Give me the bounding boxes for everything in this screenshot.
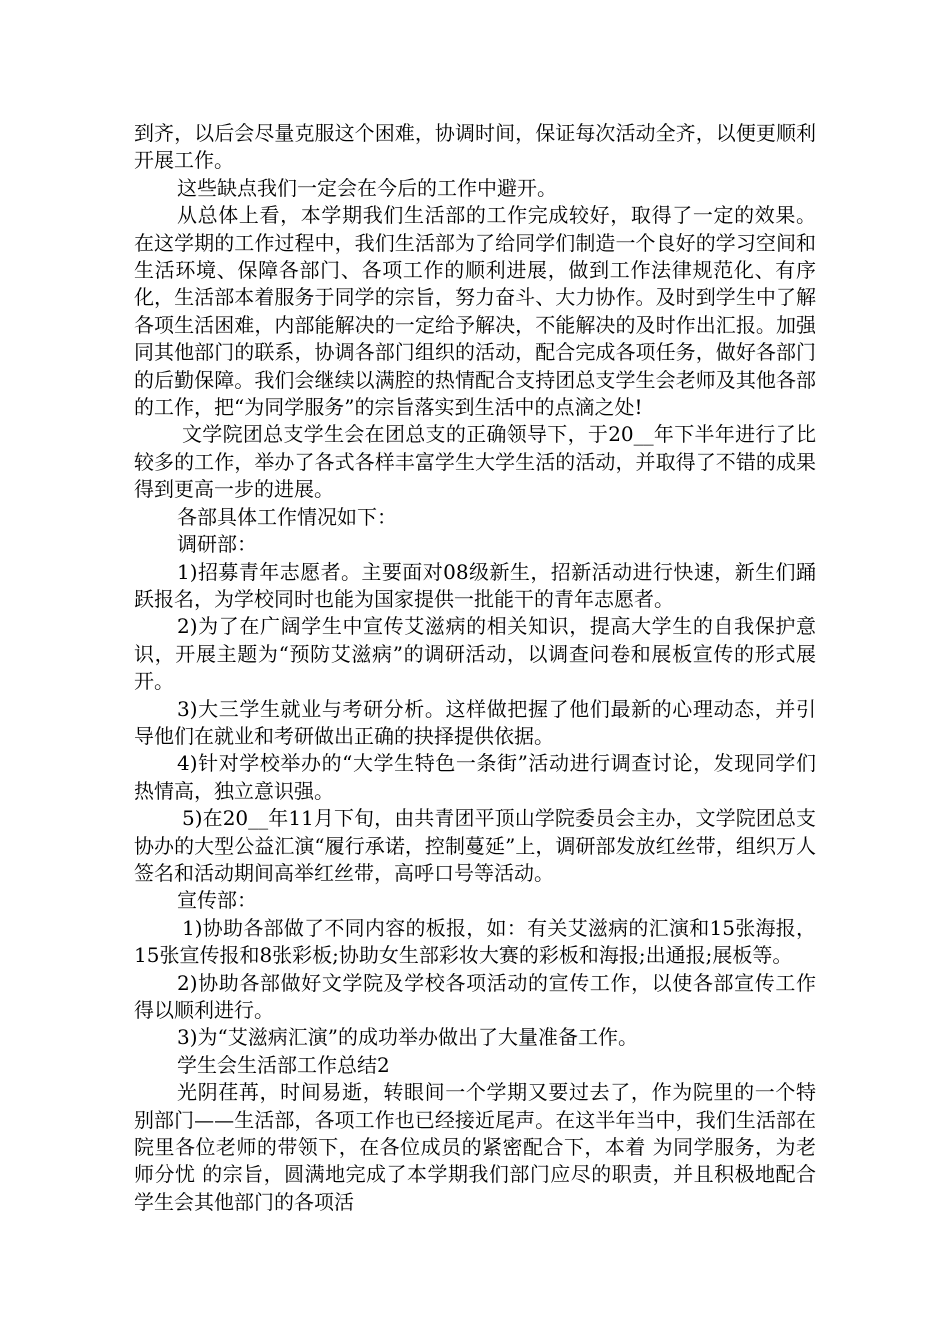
list-item-research-5: 5)在20__年11月下旬，由共青团平顶山学院委员会主办，文学院团总支协办的大型公益汇演“履行承诺，控制蔓延”上，调研部发放红丝带，组织万人签名和活动期间高举红丝带，高呼口号等活动。 — [134, 806, 816, 885]
list-item-publicity-1: 1)协助各部做了不同内容的板报，如：有关艾滋病的汇演和15张海报，15张宣传报和8张彩板;协助女生部彩妆大赛的彩板和海报;出通报;展板等。 — [134, 915, 816, 968]
paragraph-continuation: 到齐，以后会尽量克服这个困难，协调时间，保证每次活动全齐，以便更顺利开展工作。 — [134, 121, 816, 173]
paragraph-overview: 从总体上看，本学期我们生活部的工作完成较好，取得了一定的效果。在这学期的工作过程中，我们生活部为了给同学们制造一个良好的学习空间和生活环境、保障各部门、各项工作的顺利进展，做到工作法律规范化、有序化，生活部本着服务于同学的宗旨，努力奋斗、大力协作。及时到学生中了解各项生活困难，内部能解决的一定给予解决，不能解决的及时作出汇报。加强同其他部门的联系，协调各部门组织的活动，配合完成各项任务，做好各部门的后勤保障。我们会继续以满腔的热情配合支持团总支学生会老师及其他各部的工作，把“为同学服务”的宗旨落实到生活中的点滴之处! — [134, 203, 816, 420]
document-body — [134, 120, 816, 1216]
section-heading-publicity: 宣传部： — [177, 888, 257, 913]
list-item-research-2: 2)为了在广阔学生中宣传艾滋病的相关知识，提高大学生的自我保护意识，开展主题为“预防艾滋病”的调研活动，以调查问卷和展板宣传的形式展开。 — [134, 614, 816, 694]
list-item-research-3: 3)大三学生就业与考研分析。这样做把握了他们最新的心理动态，并引导他们在就业和考研做出正确的抉择提供依据。 — [134, 696, 816, 748]
list-item-research-4: 4)针对学校举办的“大学生特色一条街”活动进行调查讨论，发现同学们热情高，独立意识强。 — [134, 751, 816, 803]
paragraph-shortcomings: 这些缺点我们一定会在今后的工作中避开。 — [177, 175, 557, 200]
section-title-summary-2: 学生会生活部工作总结2 — [177, 1052, 390, 1077]
list-item-publicity-2: 2)协助各部做好文学院及学校各项活动的宣传工作，以使各部宣传工作得以顺利进行。 — [134, 970, 816, 1022]
list-item-research-1: 1)招募青年志愿者。主要面对08级新生，招新活动进行快速，新生们踊跃报名，为学校同时也能为国家提供一批能干的青年志愿者。 — [134, 559, 816, 611]
paragraph-intro: 文学院团总支学生会在团总支的正确领导下，于20__年下半年进行了比较多的工作，举办了各式各样丰富学生大学生活的活动，并取得了不错的成果得到更高一步的进展。 — [134, 422, 816, 502]
paragraph-departments-heading: 各部具体工作情况如下： — [177, 504, 397, 529]
paragraph-summary-2: 光阴荏苒，时间易逝，转眼间一个学期又要过去了，作为院里的一个特别部门——生活部，各项工作也已经接近尾声。在这半年当中，我们生活部在院里各位老师的带领下，在各位成员的紧密配合下，本着 为同学服务，为老师分忧 的宗旨，圆满地完成了本学期我们部门应尽的职责，并且积极地配合学生会其他部门的各项活 — [134, 1080, 816, 1214]
section-heading-research: 调研部： — [177, 532, 257, 557]
list-item-publicity-3: 3)为“艾滋病汇演”的成功举办做出了大量准备工作。 — [177, 1025, 638, 1050]
